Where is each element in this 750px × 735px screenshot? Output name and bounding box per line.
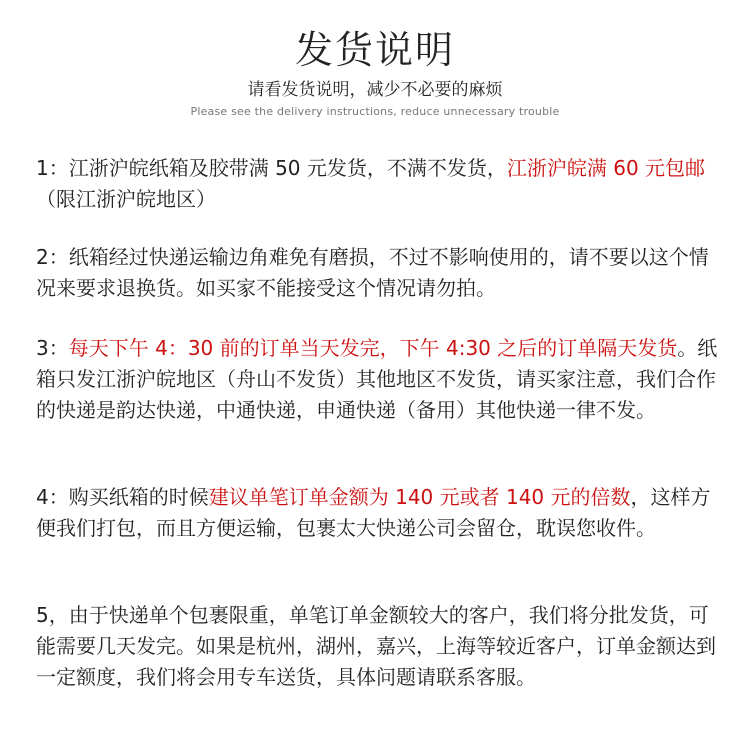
- instruction-1-text-end: （限江浙沪皖地区）: [36, 187, 216, 211]
- instruction-5-text: 5，由于快递单个包裹限重，单笔订单金额较大的客户，我们将分批发货，可能需要几天发完。如果是杭州，湖州，嘉兴，上海等较近客户，订单金额达到一定额度，我们将会用专车送货，具体问题请联系客服。: [36, 603, 716, 689]
- page-subtitle: 请看发货说明，减少不必要的麻烦: [247, 80, 503, 100]
- instruction-3: [36, 333, 726, 426]
- page-title: 发货说明: [294, 28, 455, 72]
- page-subtitle-english: Please see the delivery instructions, reduce unnecessary trouble: [190, 105, 560, 118]
- instruction-2: [36, 242, 726, 304]
- instruction-4-text-end: ，这样方便我们打包，而且方便运输，包裹太大快递公司会留仓，耽误您收件。: [36, 485, 711, 540]
- instruction-4: [36, 482, 726, 544]
- instruction-3-number: 3：: [36, 336, 69, 360]
- instruction-1-highlight: 江浙沪皖满 60 元包邮: [506, 156, 706, 180]
- instruction-1-text: 1：江浙沪皖纸箱及胶带满 50 元发货，不满不发货，: [36, 156, 507, 180]
- instruction-1: [36, 153, 726, 215]
- instruction-4-text: 4：购买纸箱的时候: [36, 485, 209, 509]
- instruction-5: [36, 600, 726, 693]
- instruction-3-highlight: 每天下午 4：30 前的订单当天发完，下午 4:30 之后的订单隔天发货: [68, 336, 678, 360]
- instruction-3-text: 。纸箱只发江浙沪皖地区（舟山不发货）其他地区不发货，请买家注意，我们合作的快递是韵达快递，中通快递，申通快递（备用）其他快递一律不发。: [36, 336, 718, 422]
- instruction-4-highlight: 建议单笔订单金额为 140 元或者 140 元的倍数: [208, 485, 631, 509]
- instruction-2-text: 2：纸箱经过快递运输边角难免有磨损，不过不影响使用的，请不要以这个情况来要求退换货。如买家不能接受这个情况请勿拍。: [36, 245, 709, 300]
